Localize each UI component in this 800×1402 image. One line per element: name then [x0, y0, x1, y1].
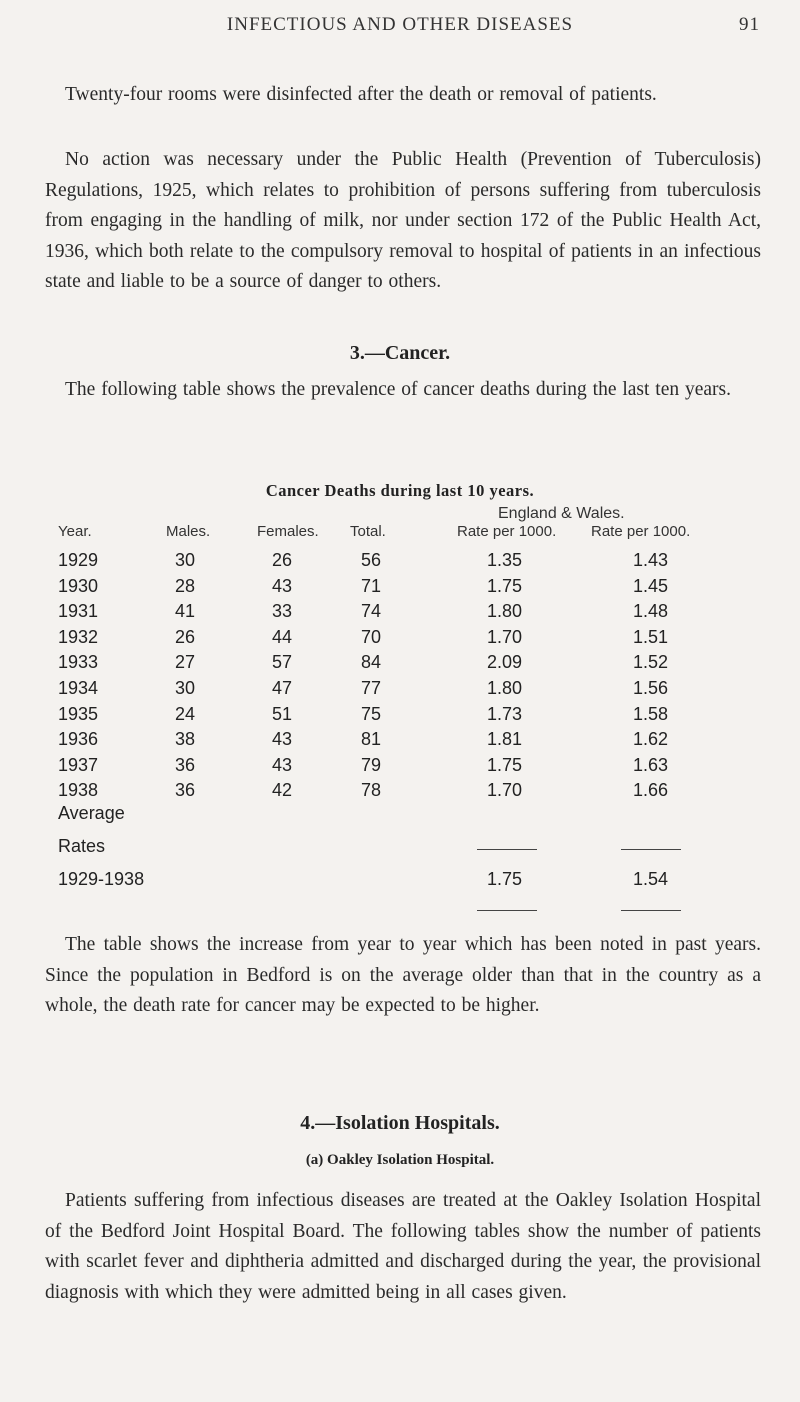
header-rate: Rate per 1000. — [457, 523, 557, 540]
paragraph-tuberculosis-regulations: No action was necessary under the Public Health (Prevention of Tuberculosis) Regulations, 1925, which relates to prohibition of persons suffering from tuberculosis from engaging in the handling of milk, nor under section 172 of the Public Health Act, 1936, which both relate to the compulsory removal to hospital of patients in an infectious state and liable to be a source of danger to others. — [45, 149, 761, 292]
cell-rate: 1.70 — [487, 626, 523, 647]
heading-cancer: 3.—Cancer. — [349, 342, 451, 364]
cell-total: 81 — [361, 729, 382, 750]
cell-males: 38 — [175, 729, 196, 750]
cell-females: 44 — [272, 626, 293, 647]
cell-females: 51 — [272, 703, 293, 724]
rule-rate-top — [477, 849, 537, 850]
cell-ew-rate: 1.48 — [633, 601, 669, 622]
table-title: Cancer Deaths during last 10 years. — [265, 481, 535, 500]
paragraph-cancer-intro: The following table shows the prevalence of cancer deaths during the last ten years. — [65, 379, 732, 400]
page-header — [0, 14, 800, 44]
cell-females: 47 — [272, 678, 293, 698]
cell-total: 71 — [361, 575, 382, 596]
cell-ew-rate: 1.45 — [633, 575, 669, 596]
paragraph-table-commentary: The table shows the increase from year to year which has been noted in past years. Since the population in Bedford is on the average older than that in the country as a whole, the death rate for cancer may be expected to be higher. — [45, 934, 761, 1016]
cell-year: 1936 — [58, 729, 99, 750]
cell-rate: 1.81 — [487, 729, 523, 750]
cell-total: 77 — [361, 678, 382, 698]
cell-females: 43 — [272, 754, 293, 775]
header-total: Total. — [350, 523, 386, 540]
header-males: Males. — [166, 523, 211, 540]
cell-rate: 1.73 — [487, 703, 523, 724]
cell-ew-rate: 1.63 — [633, 754, 669, 775]
cell-males: 28 — [175, 575, 196, 596]
cell-ew-rate: 1.62 — [633, 729, 669, 750]
page-number: 91 — [739, 14, 760, 35]
average-label-3: 1929-1938 — [58, 869, 145, 889]
paragraph-oakley-hospital: Patients suffering from infectious diseases are treated at the Oakley Isolation Hospital of the Bedford Joint Hospital Board. The following tables show the number of patients with scarlet fever and diphtheria admitted and discharged during the year, the provisional diagnosis with which they were admitted being in all cases given. — [45, 1190, 761, 1303]
cell-rate: 1.70 — [487, 780, 523, 801]
cell-year: 1934 — [58, 678, 99, 698]
cell-females: 43 — [272, 575, 293, 596]
cell-year: 1935 — [58, 703, 99, 724]
cell-total: 84 — [361, 652, 382, 673]
cell-rate: 1.35 — [487, 550, 523, 570]
cell-ew-rate: 1.56 — [633, 678, 669, 698]
cell-year: 1931 — [58, 601, 99, 622]
cell-rate: 1.80 — [487, 601, 523, 622]
average-ew-rate: 1.54 — [633, 869, 669, 889]
rule-ew-rate-bottom — [621, 910, 681, 911]
cell-males: 27 — [175, 652, 196, 673]
heading-isolation-hospitals: 4.—Isolation Hospitals. — [300, 1112, 500, 1134]
cell-year: 1932 — [58, 626, 99, 647]
running-title: INFECTIOUS AND OTHER DISEASES — [226, 14, 574, 35]
header-ew-rate: Rate per 1000. — [591, 523, 691, 540]
cell-year: 1937 — [58, 754, 99, 775]
cell-males: 26 — [175, 626, 196, 647]
heading-oakley-hospital: (a) Oakley Isolation Hospital. — [305, 1152, 495, 1168]
cell-females: 43 — [272, 729, 293, 750]
rule-ew-rate-top — [621, 849, 681, 850]
header-females: Females. — [257, 523, 319, 540]
paragraph-disinfection: Twenty-four rooms were disinfected after the death or removal of patients. — [65, 84, 657, 105]
cell-ew-rate: 1.51 — [633, 626, 669, 647]
average-rate: 1.75 — [487, 869, 523, 889]
cell-males: 41 — [175, 601, 196, 622]
cell-females: 42 — [272, 780, 293, 801]
cell-males: 36 — [175, 780, 196, 801]
cell-females: 33 — [272, 601, 293, 622]
cell-ew-rate: 1.58 — [633, 703, 669, 724]
cell-total: 79 — [361, 754, 382, 775]
cell-rate: 1.80 — [487, 678, 523, 698]
cell-year: 1938 — [58, 780, 99, 801]
cell-total: 75 — [361, 703, 382, 724]
cell-rate: 2.09 — [487, 652, 523, 673]
cell-year: 1930 — [58, 575, 99, 596]
cell-total: 74 — [361, 601, 382, 622]
cell-females: 57 — [272, 652, 293, 673]
cell-year: 1929 — [58, 550, 99, 570]
cell-total: 78 — [361, 780, 382, 801]
cell-ew-rate: 1.43 — [633, 550, 669, 570]
average-label-2: Rates — [58, 836, 106, 856]
cell-males: 24 — [175, 703, 196, 724]
cell-rate: 1.75 — [487, 754, 523, 775]
cell-ew-rate: 1.52 — [633, 652, 669, 673]
cell-males: 30 — [175, 550, 196, 570]
cell-females: 26 — [272, 550, 293, 570]
cell-males: 36 — [175, 754, 196, 775]
cell-rate: 1.75 — [487, 575, 523, 596]
cell-total: 70 — [361, 626, 382, 647]
header-year: Year. — [58, 523, 92, 540]
cell-males: 30 — [175, 678, 196, 698]
average-label-1: Average — [58, 803, 125, 823]
group-header-england-wales: England & Wales. — [498, 505, 625, 522]
cell-year: 1933 — [58, 652, 99, 673]
cell-total: 56 — [361, 550, 382, 570]
cell-ew-rate: 1.66 — [633, 780, 669, 801]
rule-rate-bottom — [477, 910, 537, 911]
